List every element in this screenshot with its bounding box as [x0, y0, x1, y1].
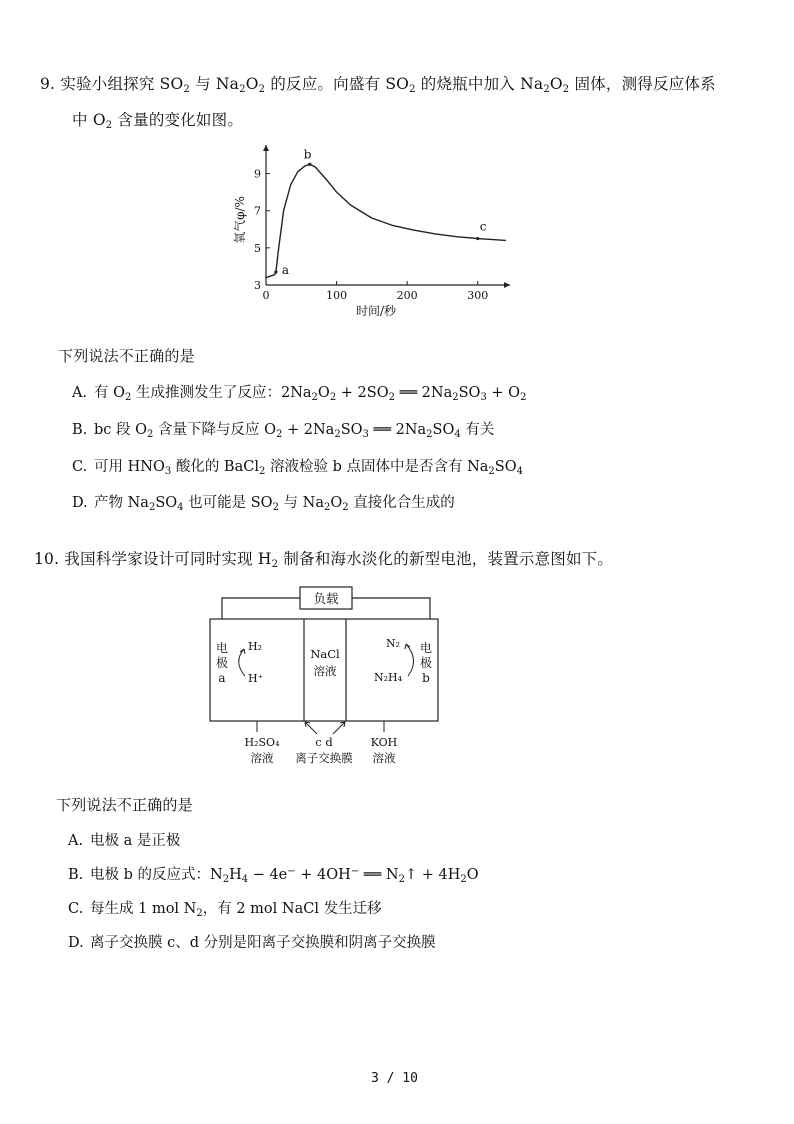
n2h4-label: N₂H₄ — [374, 671, 403, 684]
cd-label: c d — [315, 735, 333, 749]
q10-option-d[interactable]: D. 离子交换膜 c、d 分别是阳离子交换膜和阴离子交换膜 — [68, 935, 436, 951]
electrode-a-char1: 电 — [215, 641, 229, 655]
q9-option-a[interactable]: A. 有 $O_2$ 生成推测发生了反应：$2Na_2O_2 + 2SO_2$ ══ $2Na_2SO_3 + O_2$ — [72, 385, 527, 403]
q9-sub: 2 — [239, 84, 246, 95]
x-axis-arrow-icon — [504, 282, 510, 288]
y-axis-arrow-icon — [263, 145, 269, 151]
q10-sub: 2 — [271, 559, 279, 570]
load-label: 负载 — [313, 591, 339, 606]
q9-option-c[interactable]: C. 可用 $HNO_3$ 酸化的 BaCl$_2$ 溶液检验 b 点固体中是否含有 $Na_2SO_4$ — [72, 459, 523, 477]
o2-content-chart — [230, 140, 530, 330]
q9-sub: 2 — [562, 84, 570, 95]
option-label: C. — [72, 459, 88, 475]
nacl-solution-label: 溶液 — [313, 664, 337, 678]
c-pointer — [305, 722, 317, 734]
electrode-b-char3: b — [422, 671, 430, 685]
q9-text: 与 Na — [189, 75, 240, 93]
battery-diagram — [200, 582, 450, 772]
q10-stem — [34, 547, 613, 569]
wire-right — [352, 598, 430, 619]
koh-label: KOH — [370, 736, 398, 749]
x-tick-label: 200 — [396, 289, 418, 302]
q9-option-b[interactable]: B. bc 段 $O_2$ 含量下降与反应 $O_2 + 2Na_2SO_3$ ══ $2Na_2SO_4$ 有关 — [72, 422, 495, 440]
koh-solution-label: 溶液 — [372, 751, 396, 765]
membrane-label: 离子交换膜 — [295, 751, 353, 765]
q9-number: 9. — [40, 75, 56, 93]
d-pointer — [333, 722, 345, 734]
nacl-label: NaCl — [310, 647, 340, 661]
annotation-c: c — [479, 219, 487, 234]
q9-sub: 2 — [258, 84, 266, 95]
wire-left — [222, 598, 300, 619]
q9-stem-line2 — [72, 108, 243, 130]
q9-text: O — [549, 75, 563, 93]
x-axis-label: 时间/秒 — [355, 304, 397, 318]
x-tick-label: 300 — [467, 289, 489, 302]
x-tick-label: 100 — [326, 289, 348, 302]
q10-option-a[interactable]: A. 电极 a 是正极 — [68, 833, 181, 849]
q9-prompt: 下列说法不正确的是 — [58, 347, 195, 365]
electrode-a-char3: a — [218, 671, 226, 685]
q10-text: 我国科学家设计可同时实现 H — [64, 550, 272, 568]
x-tick-label: 0 — [262, 289, 270, 302]
q9-sub: 2 — [105, 120, 113, 131]
q9-stem-line1 — [40, 72, 716, 94]
annotation-a: a — [281, 263, 290, 277]
point-a — [274, 270, 277, 273]
h2-label: H₂ — [248, 640, 263, 653]
y-tick-label: 9 — [254, 167, 261, 181]
option-label: C. — [68, 901, 84, 917]
q10-option-b[interactable]: B. 电极 b 的反应式：$N_2H_4 - 4e^- + 4OH^-$ ══ $N_2↑ + 4H_2O$ — [68, 866, 479, 885]
annotation-b: b — [303, 147, 312, 162]
page-number: 3 / 10 — [371, 1071, 418, 1086]
q10-text: 制备和海水淡化的新型电池，装置示意图如下。 — [278, 550, 614, 568]
y-tick-label: 3 — [254, 279, 261, 292]
q9-text: 实验小组探究 SO — [60, 75, 184, 93]
q9-sub: 2 — [183, 84, 190, 95]
q9-sub: 2 — [543, 84, 550, 95]
electrode-a-char2: 极 — [215, 656, 229, 670]
q10-number: 10. — [34, 550, 60, 568]
q9-text: 固体，测得反应体系 — [569, 75, 716, 93]
y-tick-label: 5 — [254, 241, 261, 255]
q9-text: 的反应。向盛有 SO — [265, 75, 410, 93]
option-label: B. — [72, 422, 88, 438]
q9-text: 含量的变化如图。 — [112, 111, 244, 129]
option-label: B. — [68, 867, 84, 883]
n2-label: N₂ — [386, 637, 401, 650]
q9-sub: 2 — [409, 84, 416, 95]
point-c — [476, 237, 479, 240]
electrode-b-char1: 电 — [419, 641, 433, 655]
hplus-label: H⁺ — [248, 672, 264, 685]
point-b — [308, 163, 311, 166]
y-tick-label: 7 — [254, 204, 261, 218]
electrode-b-char2: 极 — [419, 656, 433, 670]
h2so4-label: H₂SO₄ — [244, 736, 280, 749]
option-label: D. — [72, 495, 88, 511]
o2-series-line — [266, 164, 506, 277]
q9-text: O — [245, 75, 259, 93]
y-axis-label: 氧气φ/% — [233, 196, 247, 244]
q9-text: 中 O — [72, 111, 106, 129]
option-label: A. — [68, 833, 84, 849]
q10-option-c[interactable]: C. 每生成 1 mol $N_2$，有 2 mol NaCl 发生迁移 — [68, 901, 382, 919]
q9-option-d[interactable]: D. 产物 $Na_2SO_4$ 也可能是 $SO_2$ 与 $Na_2O_2$ 直接化合生成的 — [72, 495, 455, 513]
q10-prompt: 下列说法不正确的是 — [56, 796, 193, 814]
option-label: A. — [72, 385, 88, 401]
option-label: D. — [68, 935, 84, 951]
h2so4-solution-label: 溶液 — [250, 751, 274, 765]
q9-text: 的烧瓶中加入 Na — [415, 75, 544, 93]
